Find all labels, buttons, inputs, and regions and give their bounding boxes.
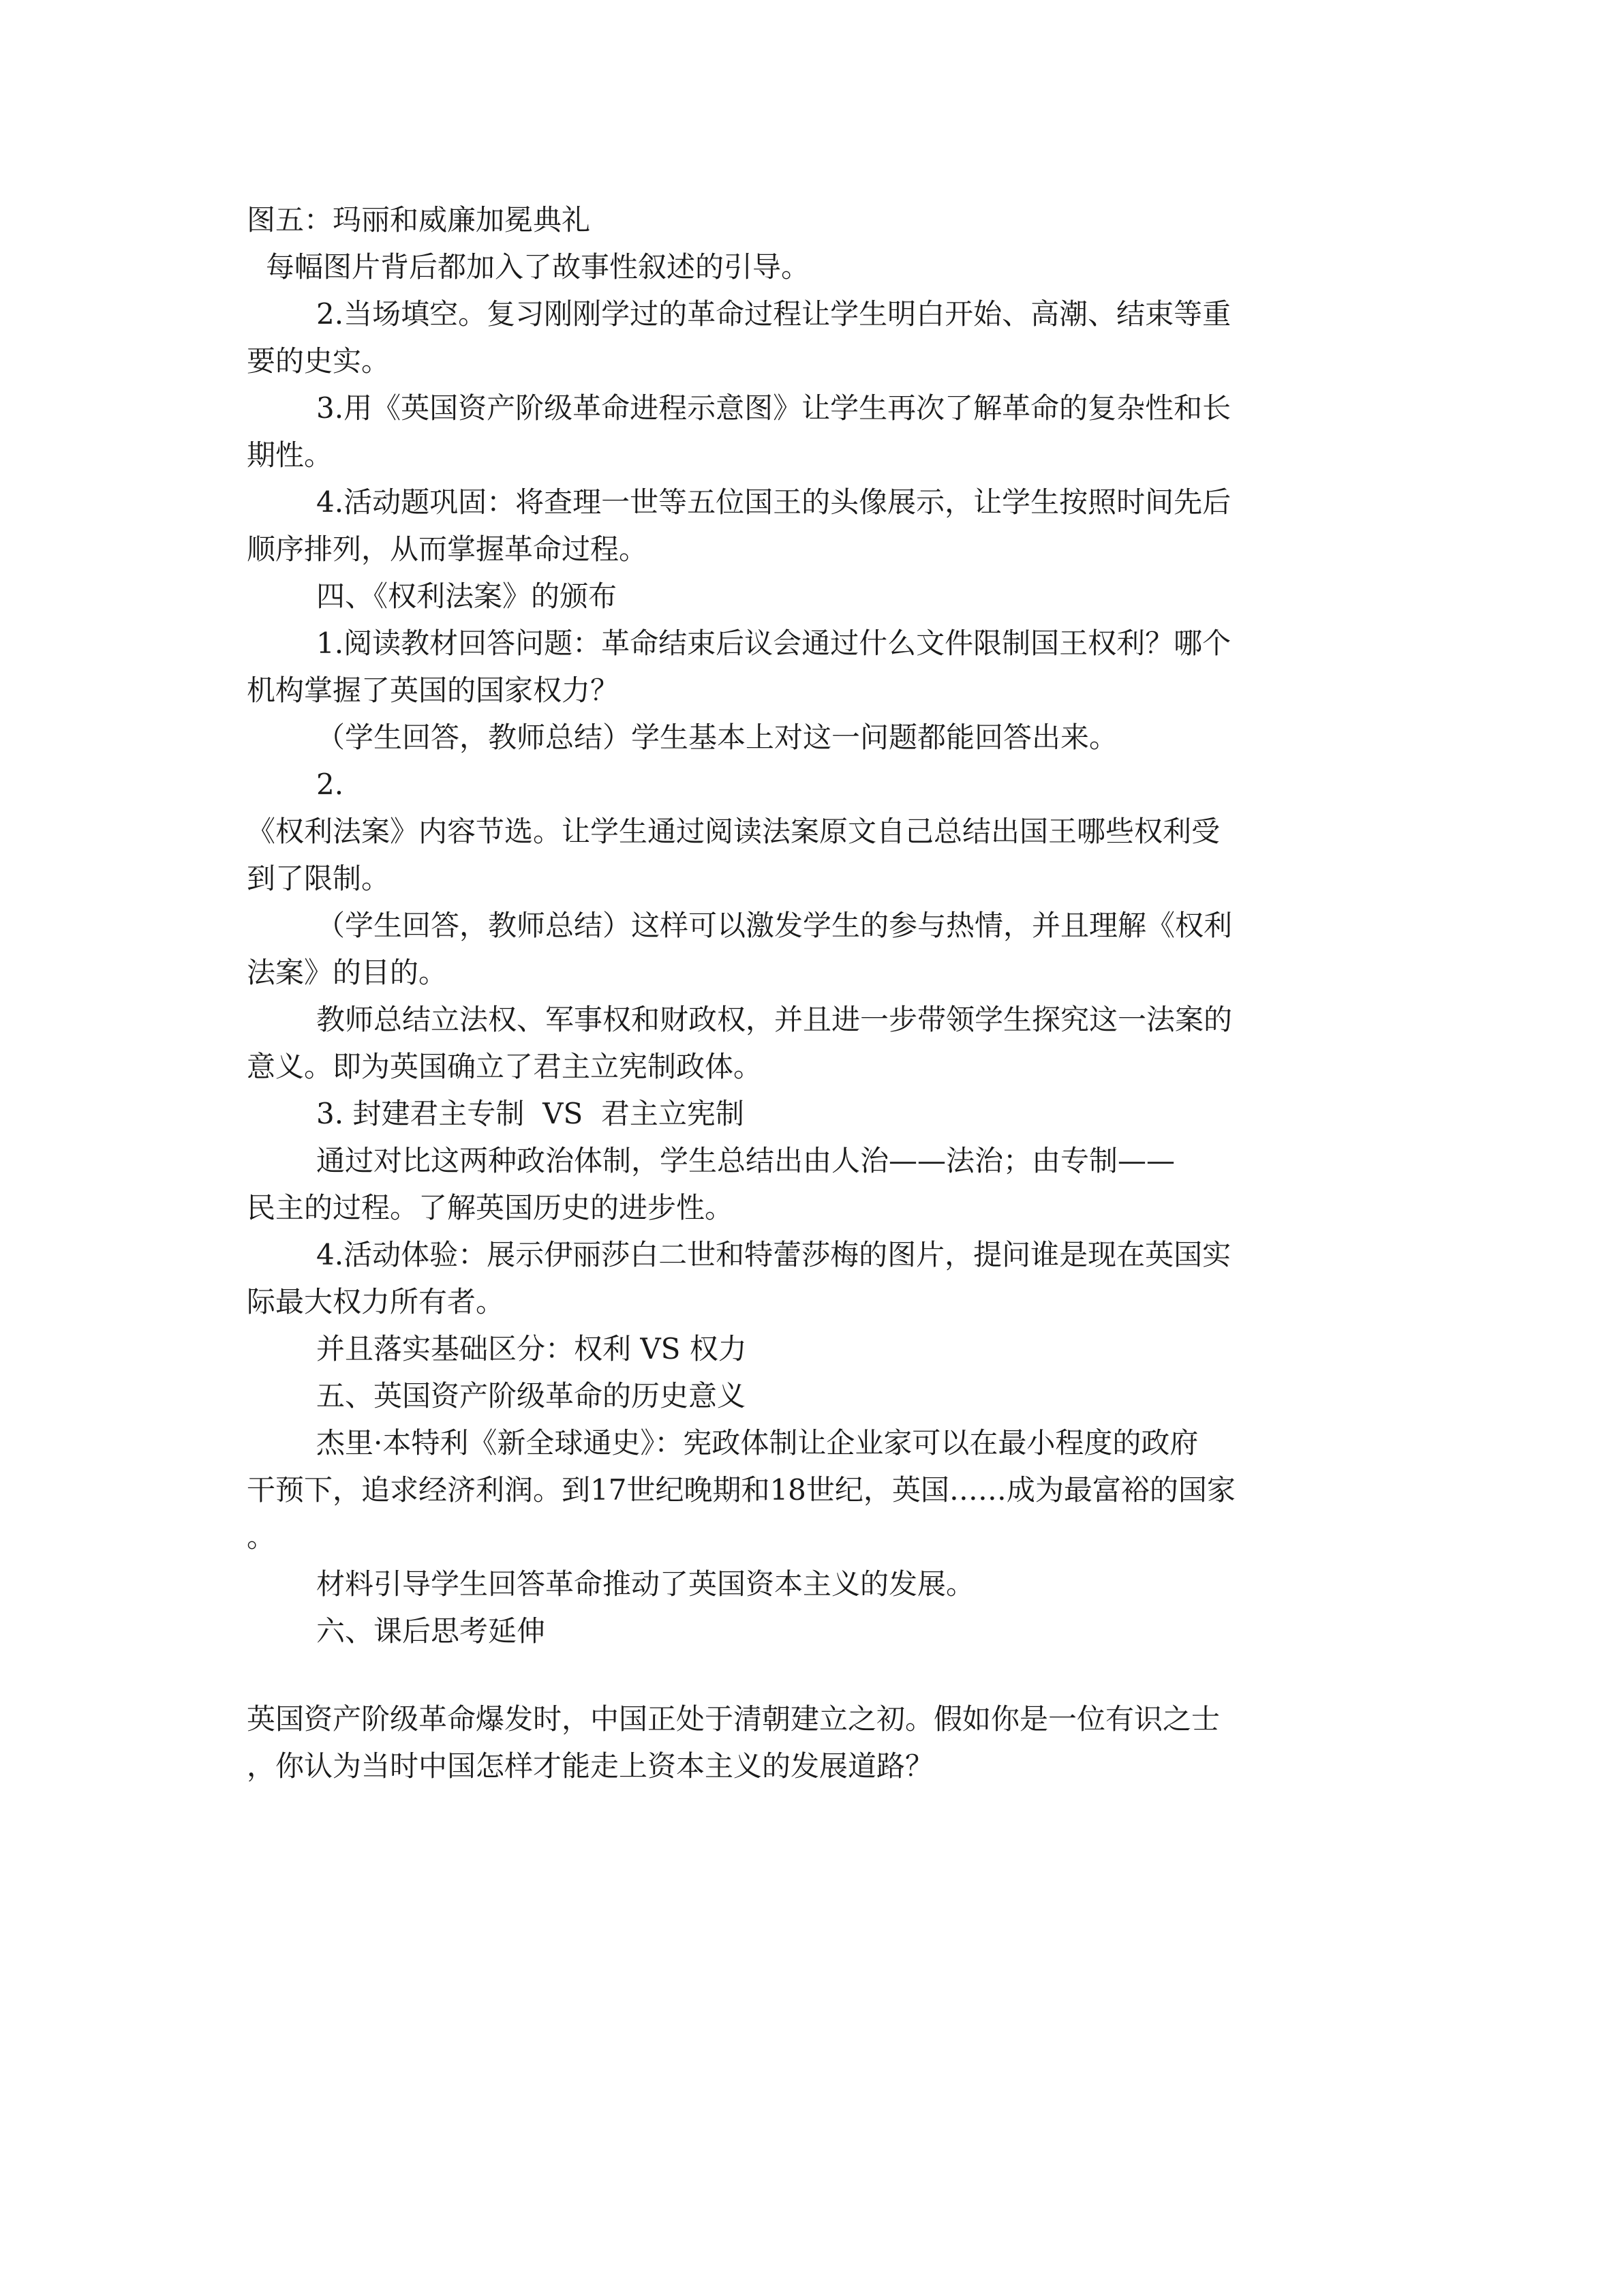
- section-heading: 四、《权利法案》的颁布: [316, 579, 617, 613]
- paragraph-line: 通过对比这两种政治体制，学生总结出由人治——法治；由专制——: [316, 1144, 1176, 1177]
- paragraph-line: 材料引导学生回答革命推动了英国资本主义的发展。: [316, 1567, 975, 1601]
- paragraph-line: 期性。: [247, 438, 333, 472]
- paragraph-line: 到了限制。: [247, 862, 391, 895]
- paragraph-line: 意义。即为英国确立了君主立宪制政体。: [247, 1050, 763, 1083]
- paragraph-line: 法案》的目的。: [247, 956, 448, 989]
- paragraph-line: 际最大权力所有者。: [247, 1285, 505, 1318]
- paragraph-line: 民主的过程。了解英国历史的进步性。: [247, 1191, 734, 1224]
- paragraph-line: 《权利法案》内容节选。让学生通过阅读法案原文自己总结出国王哪些权利受: [247, 815, 1221, 848]
- paragraph-line: 教师总结立法权、军事权和财政权，并且进一步带领学生探究这一法案的: [316, 1003, 1233, 1036]
- paragraph-line: 杰里·本特利《新全球通史》：宪政体制让企业家可以在最小程度的政府: [316, 1426, 1199, 1460]
- paragraph-line: 2.当场填空。复习刚刚学过的革命过程让学生明白开始、高潮、结束等重: [316, 297, 1231, 331]
- paragraph-line: 并且落实基础区分：权利 VS 权力: [316, 1332, 747, 1365]
- paragraph-line: （学生回答，教师总结）这样可以激发学生的参与热情，并且理解《权利: [316, 909, 1233, 942]
- paragraph-line: 1.阅读教材回答问题：革命结束后议会通过什么文件限制国王权利？哪个: [316, 626, 1231, 660]
- paragraph-line: 4.活动体验：展示伊丽莎白二世和特蕾莎梅的图片，提问谁是现在英国实: [316, 1238, 1231, 1271]
- paragraph-line: 2.: [316, 768, 344, 801]
- paragraph-line: 顺序排列，从而掌握革命过程。: [247, 532, 648, 566]
- paragraph-line: 机构掌握了英国的国家权力？: [247, 674, 619, 707]
- paragraph-line: 。: [247, 1520, 276, 1554]
- paragraph-line: 每幅图片背后都加入了故事性叙述的引导。: [266, 250, 810, 284]
- paragraph-line: （学生回答，教师总结）学生基本上对这一问题都能回答出来。: [316, 721, 1118, 754]
- paragraph-line: 英国资产阶级革命爆发时，中国正处于清朝建立之初。假如你是一位有识之士: [247, 1702, 1221, 1736]
- paragraph-line: 3. 封建君主专制 VS 君主立宪制: [316, 1097, 744, 1130]
- section-heading: 六、课后思考延伸: [316, 1614, 546, 1648]
- paragraph-line: ，你认为当时中国怎样才能走上资本主义的发展道路？: [247, 1749, 934, 1783]
- section-heading: 五、英国资产阶级革命的历史意义: [316, 1379, 746, 1413]
- paragraph-line: 3.用《英国资产阶级革命进程示意图》让学生再次了解革命的复杂性和长: [316, 391, 1231, 425]
- paragraph-line: 干预下，追求经济利润。到17世纪晚期和18世纪，英国……成为最富裕的国家: [247, 1473, 1236, 1507]
- blank-gap: [247, 1655, 1370, 1695]
- paragraph-line: 4.活动题巩固：将查理一世等五位国王的头像展示，让学生按照时间先后: [316, 485, 1231, 519]
- paragraph-line: 要的史实。: [247, 344, 391, 378]
- figure-caption: 图五：玛丽和威廉加冕典礼: [247, 203, 591, 237]
- document-body: [247, 196, 1370, 1789]
